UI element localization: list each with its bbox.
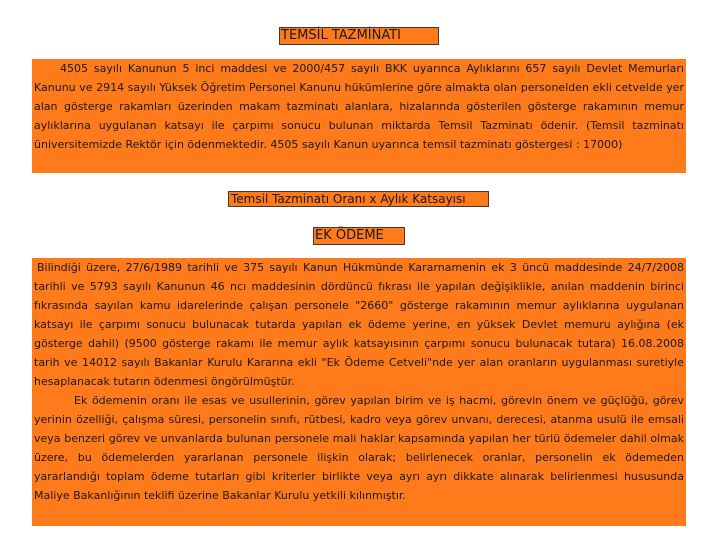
ek-odeme-text-box: [32, 258, 686, 526]
temsil-tazminati-formula: Temsil Tazminatı Oranı x Aylık Katsayısı: [228, 191, 489, 207]
temsil-tazminati-paragraph: 4505 sayılı Kanunun 5 inci maddesi ve 2000/457 sayılı BKK uyarınca Aylıklarını 657 sayılı Devlet Memurları Kanunu ve 2914 sayılı Yüksek Öğretim Personel Kanunu hükümlerine göre almakta olan personelden ekli cetvelde yer alan gösterge rakamları üzerinden makam tazminatı alanlara, hizalarında gösterilen gösterge rakamının memur aylıklarına uygulanan katsayı ile çarpımı sonucu bulunan miktarda Temsil Tazminatı ödenir. (Temsil tazminatı üniversitemizde Rektör için ödenmektedir. 4505 sayılı Kanun uyarınca temsil tazminatı göstergesi : 17000): [34, 62, 684, 151]
temsil-tazminati-heading: TEMSİL TAZMİNATI: [279, 27, 439, 45]
ek-odeme-paragraph-2: Ek ödemenin oranı ile esas ve usullerinin, görev yapılan birim ve iş hacmi, görevin önem ve güçlüğü, görev yerinin özelliği, çalışma süresi, personelin sınıfı, rütbesi, kadro veya görev unvanı, derecesi, atanma usulü ile emsali veya benzeri görev ve unvanlarda bulunan personele mali haklar kapsamında yapılan her türlü ödemeler dahil olmak üzere, bu ödemelerden yararlanan personele ilişkin olarak; belirlenecek oranlar, personelin ek ödemeden yararlandığı toplam ödeme tutarları gibi kriterler birlikte veya ayrı ayrı dikkate alınarak belirlenmesi hususunda Maliye Bakanlığının teklifi üzerine Bakanlar Kurulu yetkili kılınmıştır.: [34, 394, 684, 502]
ek-odeme-paragraph-1: Bilindiği üzere, 27/6/1989 tarihli ve 375 sayılı Kanun Hükmünde Kararnamenin ek 3 üncü maddesinde 24/7/2008 tarihli ve 5793 sayılı Kanunun 46 ncı maddesinin dördüncü fıkrası ile yapılan değişiklikle, anılan maddenin birinci fıkrasında sayılan kamu idarelerinde çalışan personele "2660" gösterge rakamının memur aylıklarına uygulanan katsayı ile çarpımı sonucu bulunacak tutarda yapılan ek ödeme yerine, en yüksek Devlet memuru aylığına (ek gösterge dahil) (9500 gösterge rakamı ile memur aylık katsayısının çarpımı sonucu bulunacak tutara) 16.08.2008 tarih ve 14012 sayılı Bakanlar Kurulu Kararına ekli "Ek Ödeme Cetveli"nde yer alan oranların uygulanması suretiyle hesaplanacak tutarın ödenmesi öngörülmüştür.: [34, 261, 684, 388]
temsil-tazminati-text-box: [32, 59, 686, 173]
ek-odeme-heading: EK ÖDEME: [313, 227, 405, 245]
